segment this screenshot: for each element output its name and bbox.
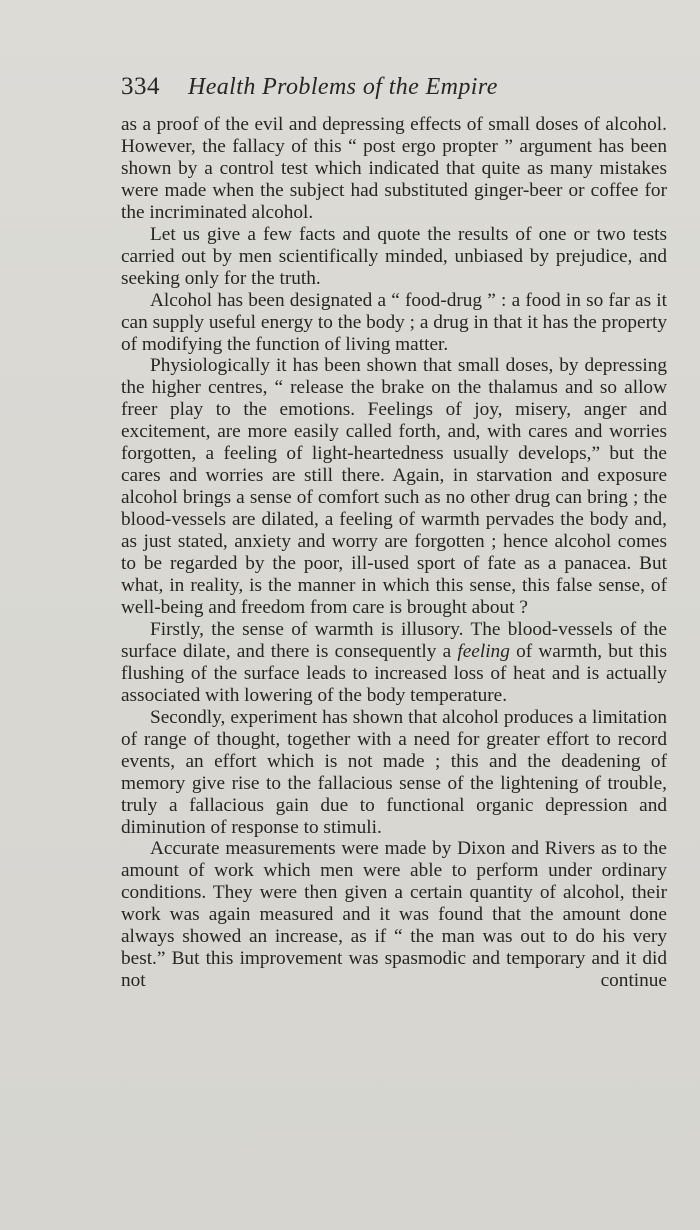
paragraph-firstly (121, 619, 667, 707)
paragraph-firstly-start: Firstly, the sense of warmth is illusory. The blood-vessels of the surface dilate, and there is consequently a (121, 618, 667, 662)
paragraph-physiology: Physiologically it has been shown that small doses, by depressing the higher centres, “ release the brake on the thalamus and so allow freer play to the emotions. Feelings of joy, misery, anger and excitement, are more easily called forth, and, with cares and worries forgotten, a feeling of light-heartedness usually develops,” but the cares and worries are still there. Again, in starvation and exposure alcohol brings a sense of comfort such as no other drug can bring ; the blood-vessels are dilated, a feeling of warmth pervades the body and, as just stated, anxiety and worry are forgotten ; hence alcohol comes to be regarded by the poor, ill-used sport of fate as a panacea. But what, in reality, is the manner in which this sense, this false sense, of well-being and freedom from care is brought about ? (121, 355, 667, 618)
body-text (121, 114, 667, 992)
paragraph-firstly-end: of warmth, but this flushing of the surface leads to increased loss of heat and is actually associated with lowering of the body temperature. (121, 640, 667, 706)
paragraph-continuation: as a proof of the evil and depressing effects of small doses of alcohol. However, the fallacy of this “ post ergo propter ” argument has been shown by a control test which indicated that quite as many mistakes were made when the subject had substituted ginger-beer or coffee for the incriminated alcohol. (121, 114, 667, 223)
page-number: 334 (121, 73, 160, 100)
emphasis-feeling: feeling (457, 640, 510, 662)
paragraph-food-drug: Alcohol has been designated a “ food-drug ” : a food in so far as it can supply useful energy to the body ; a drug in that it has the property of modifying the function of living matter. (121, 289, 667, 355)
paragraph-secondly: Secondly, experiment has shown that alcohol produces a limitation of range of thought, together with a need for greater effort to record events, an effort which is not made ; this and the deadening of memory give rise to the fallacious sense of the lightening of trouble, truly a fallacious gain due to functional organic depression and diminution of response to stimuli. (121, 706, 667, 838)
paragraph-facts: Let us give a few facts and quote the results of one or two tests carried out by men scientifically minded, unbiased by prejudice, and seeking only for the truth. (121, 223, 667, 289)
page-header (121, 73, 581, 107)
running-title: Health Problems of the Empire (188, 74, 498, 100)
paragraph-dixon-rivers: Accurate measurements were made by Dixon and Rivers as to the amount of work which men were able to perform under ordinary conditions. They were then given a certain quantity of alcohol, their work was again measured and it was found that the amount done always showed an increase, as if “ the man was out to do his very best.” But this improvement was spasmodic and temporary and it did not continue (121, 838, 667, 992)
